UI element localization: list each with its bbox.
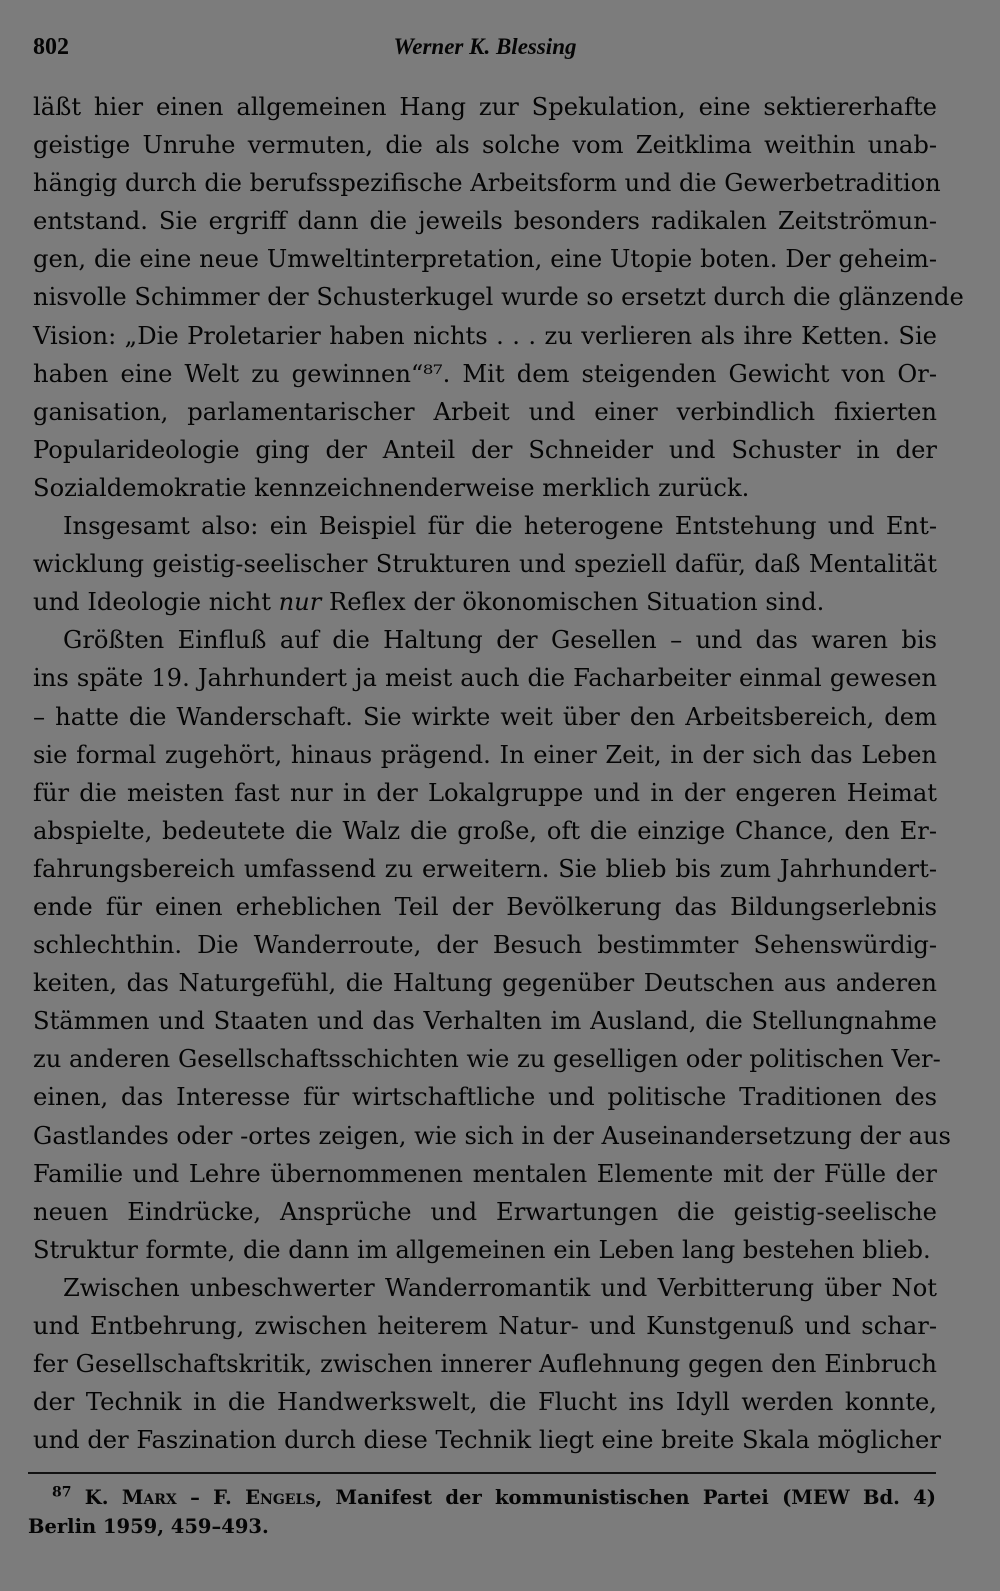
text-line: fer Gesellschaftskritik, zwischen innerer Auflehnung gegen den Einbruch	[33, 1350, 937, 1379]
running-head: Werner K. Blessing	[393, 34, 577, 59]
text-line: fahrungsbereich umfassend zu erweitern. Sie blieb bis zum Jahrhundert-	[33, 854, 937, 883]
text-line: Zwischen unbeschwerter Wanderromantik und Verbitterung über Not	[63, 1273, 937, 1302]
text-line: und der Faszination durch diese Technik liegt eine breite Skala möglicher	[33, 1426, 941, 1455]
footnote-title: , Manifest der kommunistischen Partei (MEW Bd. 4)	[315, 1486, 936, 1509]
text-line: sie formal zugehört, hinaus prägend. In einer Zeit, in der sich das Leben	[33, 740, 937, 769]
text-line: Größten Einfluß auf die Haltung der Gesellen – und das waren bis	[63, 626, 937, 655]
text-line: hängig durch die berufsspezifische Arbeitsform und die Gewerbetradition	[33, 169, 941, 198]
footnote-line: Berlin 1959, 459–493.	[28, 1515, 269, 1538]
text-line: haben eine Welt zu gewinnen“⁸⁷. Mit dem steigenden Gewicht von Or-	[33, 359, 937, 388]
footnotes	[28, 1483, 936, 1541]
paragraph	[33, 88, 964, 507]
text-line: Sozialdemokratie kennzeichnenderweise merklich zurück.	[33, 473, 750, 502]
emphasis: nur	[278, 588, 322, 617]
text-line: abspielte, bedeutete die Walz die große, oft die einzige Chance, den Er-	[33, 816, 937, 845]
text-line: ende für einen erheblichen Teil der Bevölkerung das Bildungserlebnis	[33, 892, 937, 921]
text-line: ganisation, parlamentarischer Arbeit und einer verbindlich fixierten	[33, 397, 937, 426]
page-number: 802	[33, 34, 69, 60]
text-line: Struktur formte, die dann im allgemeinen ein Leben lang bestehen blieb.	[33, 1235, 931, 1264]
text-line: Popularideologie ging der Anteil der Schneider und Schuster in der	[33, 435, 937, 464]
text-line: zu anderen Gesellschaftsschichten wie zu geselligen oder politischen Ver-	[33, 1045, 941, 1074]
text-line: Familie und Lehre übernommenen mentalen Elemente mit der Fülle der	[33, 1159, 937, 1188]
paragraph	[33, 1269, 941, 1459]
text-line: nisvolle Schimmer der Schusterkugel wurde so ersetzt durch die glänzende	[33, 283, 964, 312]
text-line: Gastlandes oder -ortes zeigen, wie sich in der Auseinandersetzung der aus	[33, 1121, 951, 1150]
text-line: läßt hier einen allgemeinen Hang zur Spekulation, eine sektiererhafte	[33, 93, 937, 121]
text-line: für die meisten fast nur in der Lokalgruppe und in der engeren Heimat	[33, 778, 937, 807]
text-line: und Ideologie nicht nur Reflex der ökonomischen Situation sind.	[33, 588, 825, 617]
text-line: Stämmen und Staaten und das Verhalten im Ausland, die Stellungnahme	[33, 1007, 937, 1036]
text-line: ins späte 19. Jahrhundert ja meist auch die Facharbeiter einmal gewesen	[33, 664, 937, 693]
text-line: keiten, das Naturgefühl, die Haltung gegenüber Deutschen aus anderen	[33, 969, 937, 998]
text-line: und Entbehrung, zwischen heiterem Natur- und Kunstgenuß und schar-	[33, 1312, 937, 1340]
text-line: geistige Unruhe vermuten, die als solche vom Zeitklima weithin unab-	[33, 131, 937, 160]
paragraph	[33, 621, 951, 1269]
text-line: der Technik in die Handwerkswelt, die Flucht ins Idyll werden konnte,	[33, 1388, 937, 1417]
text-line: gen, die eine neue Umweltinterpretation, eine Utopie boten. Der geheim-	[33, 245, 937, 274]
page-header	[33, 30, 937, 66]
footnote-dash: –	[176, 1486, 214, 1509]
text-line: Insgesamt also: ein Beispiel für die heterogene Entstehung und Ent-	[63, 512, 937, 541]
text-line: schlechthin. Die Wanderroute, der Besuch bestimmter Sehenswürdig-	[33, 931, 937, 960]
text-line: wicklung geistig-seelischer Strukturen und speziell dafür, daß Mentalität	[33, 550, 937, 579]
footnote-marker: 87	[52, 1484, 72, 1501]
footnote-author: K. Marx	[84, 1486, 177, 1509]
text-line: einen, das Interesse für wirtschaftliche und politische Traditionen des	[33, 1083, 937, 1112]
text-line: entstand. Sie ergriff dann die jeweils besonders radikalen Zeitströmun-	[33, 207, 937, 236]
body-text	[33, 88, 964, 1459]
footnote-divider	[28, 1472, 936, 1474]
footnote-author: F. Engels	[213, 1486, 316, 1509]
text-line: neuen Eindrücke, Ansprüche und Erwartungen die geistig-seelische	[33, 1197, 937, 1226]
paragraph	[33, 507, 937, 621]
text-line: – hatte die Wanderschaft. Sie wirkte weit über den Arbeitsbereich, dem	[33, 702, 937, 731]
footnote-line	[28, 1483, 936, 1512]
text-line: Vision: „Die Proletarier haben nichts . . . zu verlieren als ihre Ketten. Sie	[33, 321, 937, 350]
